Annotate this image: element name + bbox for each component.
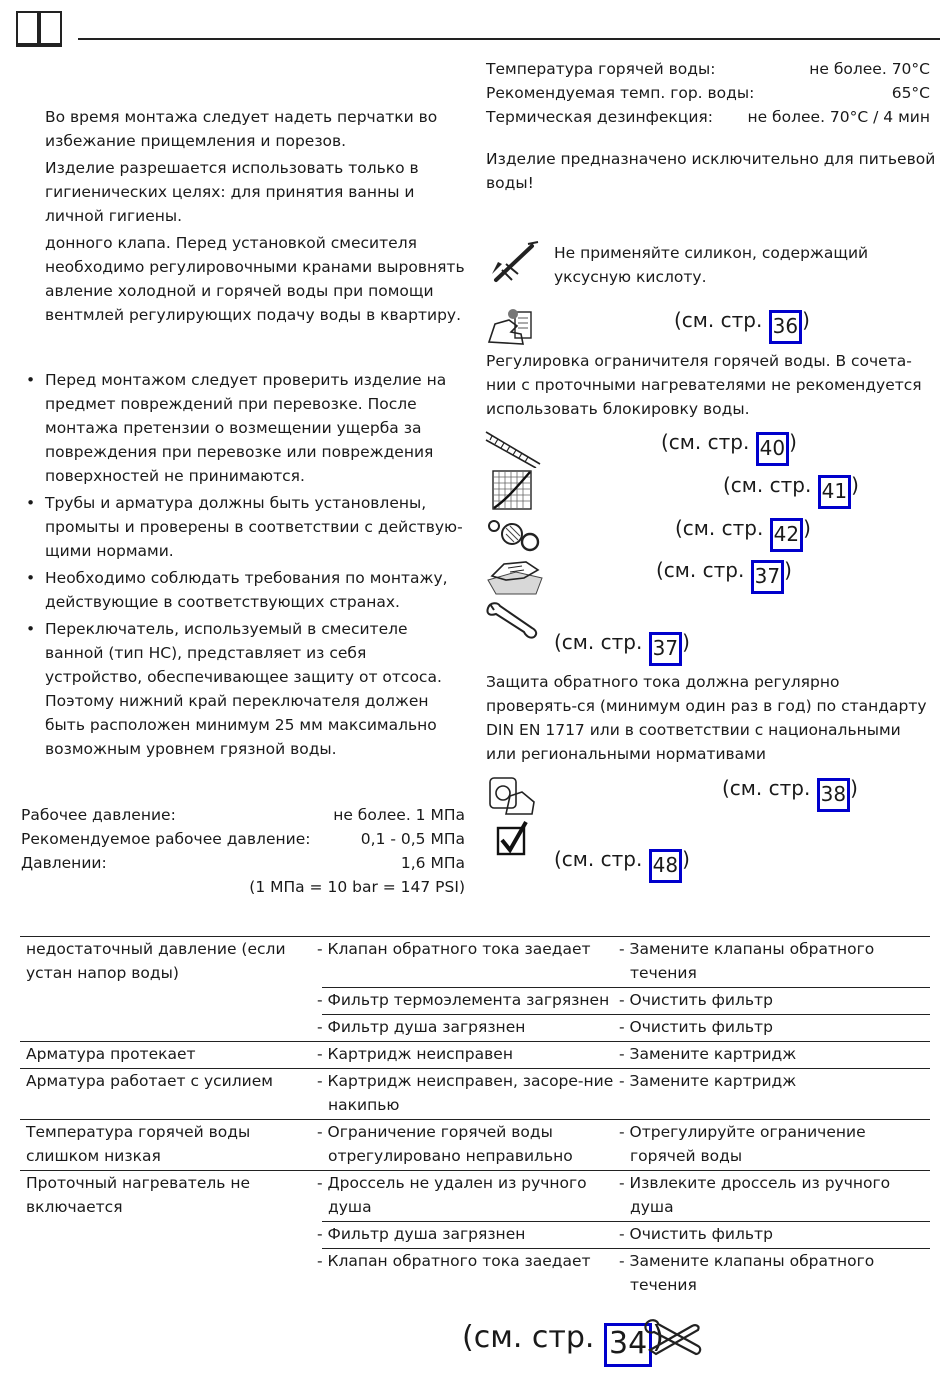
table-row — [20, 1171, 930, 1222]
page-link-42[interactable]: 42 — [770, 518, 803, 552]
hot-limit-note: Регулировка ограничителя горячей воды. В сочета-нии с проточными нагревателями не рекомендуется использовать блокировку воды. — [486, 352, 922, 418]
page-ref-38: (см. стр. 38 ) — [722, 775, 858, 812]
page-ref-48: (см. стр. 48 ) — [554, 846, 690, 883]
page-link-37[interactable]: 37 — [751, 560, 784, 594]
page-ref-40: (см. стр. 40 ) — [661, 429, 797, 466]
spec-row: Рабочее давление: не более. 1 МПа — [21, 806, 465, 824]
page-ref-36: (см. стр. 36 ) — [674, 307, 810, 344]
table-row — [20, 1120, 930, 1171]
problem-cell: недостаточный давление (если устан напор воды) — [26, 940, 286, 982]
list-item: • Необходимо соблюдать требования по монтажу, действующие в соответствующих странах. — [20, 566, 465, 614]
spec-row: Температура горячей воды: не более. 70°C — [486, 60, 930, 78]
page-link-37[interactable]: 37 — [649, 632, 682, 666]
tools-icon — [642, 1316, 704, 1358]
fix-cell: - Очистить фильтр — [624, 988, 930, 1015]
spec-row: Рекомендуемое рабочее давление: 0,1 - 0,5 МПа — [21, 830, 465, 848]
left-intro — [45, 105, 465, 327]
silicone-gun-icon — [488, 240, 542, 284]
fix-cell: - Замените клапаны обратного течения — [624, 937, 930, 988]
page-link-38[interactable]: 38 — [817, 778, 850, 812]
page-link-48[interactable]: 48 — [649, 849, 682, 883]
hygiene-paragraph: Изделие разрешается использовать только в гигиенических целях: для принятия ванны и личной гигиены. — [45, 159, 419, 225]
fix-cell: - Отрегулируйте ограничение горячей воды — [619, 1123, 866, 1165]
problem-cell: Температура горячей воды слишком низкая — [26, 1123, 251, 1165]
pressure-conversion: (1 МПа = 10 bar = 147 PSI) — [249, 878, 465, 896]
problem-cell: Арматура протекает — [26, 1045, 196, 1063]
cleaning-hand-icon — [486, 556, 544, 596]
spec-row: Рекомендуемая темп. гор. воды: 65°C — [486, 84, 930, 102]
cause-cell: - Фильтр душа загрязнен — [322, 1015, 624, 1042]
installation-notes — [20, 368, 465, 761]
valve-check-icon — [488, 774, 538, 816]
table-row — [20, 1069, 930, 1120]
ruler-icon — [484, 428, 542, 468]
cause-cell: - Картридж неисправен — [317, 1045, 513, 1063]
table-row — [20, 1042, 930, 1069]
fix-cell: - Замените картридж — [619, 1072, 797, 1090]
cause-cell: - Фильтр душа загрязнен — [322, 1222, 624, 1249]
grid-chart-icon — [492, 470, 534, 510]
list-item: • Переключатель, используемый в смесителе ванной (тип HC), представляет из себя устройство, обеспечивающее защиту от отсоса. Поэтому нижний край переключателя должен быть расположен минимум 25 мм максимально возможным уровнем грязной воды. — [20, 617, 465, 761]
list-item: • Перед монтажом следует проверить изделие на предмет повреждений при перевозке. После монтажа претензии о возмещении ущерба за повреждения при перевозке или повреждения поверхностей не принимаются. — [20, 368, 465, 488]
page-ref-41: (см. стр. 41 ) — [723, 472, 859, 509]
list-item: • Трубы и арматура должны быть установлены, промыты и проверены в соответствии с действую-щими нормами. — [20, 491, 465, 563]
backflow-note: Защита обратного тока должна регулярно проверять-ся (минимум один раз в год) по стандарту DIN EN 1717 или в соответствии с национальными или региональными нормативами — [486, 673, 927, 763]
cause-cell: - Картридж неисправен, засоре-ние накипью — [317, 1072, 614, 1114]
drinking-water-note: Изделие предназначено исключительно для питьевой воды! — [486, 150, 936, 192]
wrench-icon — [484, 600, 542, 640]
header-rule — [78, 38, 940, 40]
gloves-paragraph: Во время монтажа следует надеть перчатки во избежание прищемления и порезов. — [45, 108, 438, 150]
cause-cell: - Фильтр термоэлемента загрязнен — [322, 988, 624, 1015]
table-row — [20, 937, 930, 988]
silicone-note: Не применяйте силикон, содержащий уксусную кислоту. — [554, 244, 869, 286]
fix-cell: - Замените картридж — [619, 1045, 797, 1063]
spec-row: Давлении: 1,6 МПа — [21, 854, 465, 872]
page-link-34[interactable]: 34 — [604, 1323, 652, 1367]
temperature-specs — [486, 57, 930, 129]
page-link-40[interactable]: 40 — [756, 432, 789, 466]
page-ref-42: (см. стр. 42 ) — [675, 515, 811, 552]
cause-cell: - Ограничение горячей воды отрегулировано неправильно — [317, 1123, 573, 1165]
book-icon — [14, 8, 64, 48]
troubleshooting-table — [20, 936, 930, 1299]
fix-cell: - Очистить фильтр — [624, 1222, 930, 1249]
filter-parts-icon — [486, 514, 542, 554]
spec-row: Термическая дезинфекция: не более. 70°C / 4 мин — [486, 108, 930, 126]
cause-cell: - Дроссель не удален из ручного душа — [317, 1174, 587, 1216]
problem-cell: Арматура работает с усилием — [26, 1072, 273, 1090]
hand-adjust-icon — [487, 306, 535, 346]
cause-cell: - Клапан обратного тока заедает — [322, 1249, 624, 1300]
checkbox-icon — [496, 820, 530, 858]
page-ref-37-wrench: (см. стр. 37 ) — [554, 629, 690, 666]
pressure-specs — [21, 803, 465, 899]
page-link-36[interactable]: 36 — [769, 310, 802, 344]
page-link-41[interactable]: 41 — [818, 475, 851, 509]
fix-cell: - Очистить фильтр — [619, 1018, 773, 1036]
cause-cell: - Клапан обратного тока заедает — [317, 940, 591, 958]
page-ref-37-cleaning: (см. стр. 37 ) — [656, 557, 792, 594]
problem-cell: Проточный нагреватель не включается — [26, 1174, 251, 1216]
fix-cell: - Извлеките дроссель из ручного душа — [624, 1171, 930, 1222]
page-ref-34: (см. стр. 34 ) — [462, 1318, 664, 1367]
fix-cell: - Замените клапаны обратного течения — [619, 1252, 875, 1294]
pressure-balance-paragraph: донного клапа. Перед установкой смесителя необходимо регулировочными кранами выровнять авление холодной и горячей воды при помощи вентмлей регулирующих подачу воды в квартиру. — [45, 234, 465, 324]
